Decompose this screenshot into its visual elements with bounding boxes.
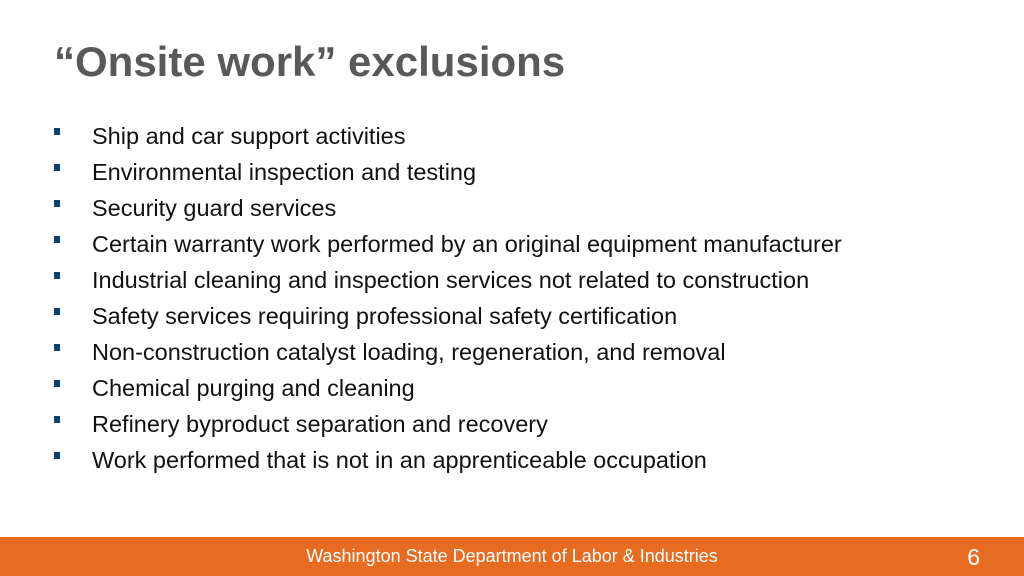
bullet-text: Certain warranty work performed by an original equipment manufacturer — [92, 231, 842, 257]
square-bullet-icon — [54, 308, 60, 315]
footer-bar — [0, 537, 1024, 576]
square-bullet-icon — [54, 380, 60, 387]
bullet-text: Industrial cleaning and inspection services not related to construction — [92, 267, 810, 293]
page-number: 6 — [967, 544, 980, 570]
square-bullet-icon — [54, 164, 60, 171]
bullet-text: Ship and car support activities — [92, 123, 406, 149]
slide-title: “Onsite work” exclusions — [54, 38, 566, 85]
bullet-text: Safety services requiring professional safety certification — [92, 303, 678, 329]
bullet-text: Security guard services — [92, 195, 337, 221]
square-bullet-icon — [54, 236, 60, 243]
footer-organization: Washington State Department of Labor & Industries — [306, 546, 718, 566]
square-bullet-icon — [54, 416, 60, 423]
bullet-text: Refinery byproduct separation and recovery — [92, 411, 548, 437]
bullet-text: Environmental inspection and testing — [92, 159, 477, 185]
square-bullet-icon — [54, 128, 60, 135]
bullet-text: Chemical purging and cleaning — [92, 375, 415, 401]
bullet-text: Non-construction catalyst loading, regeneration, and removal — [92, 339, 726, 365]
square-bullet-icon — [54, 272, 60, 279]
square-bullet-icon — [54, 452, 60, 459]
square-bullet-icon — [54, 200, 60, 207]
bullet-text: Work performed that is not in an apprenticeable occupation — [92, 447, 707, 473]
square-bullet-icon — [54, 344, 60, 351]
